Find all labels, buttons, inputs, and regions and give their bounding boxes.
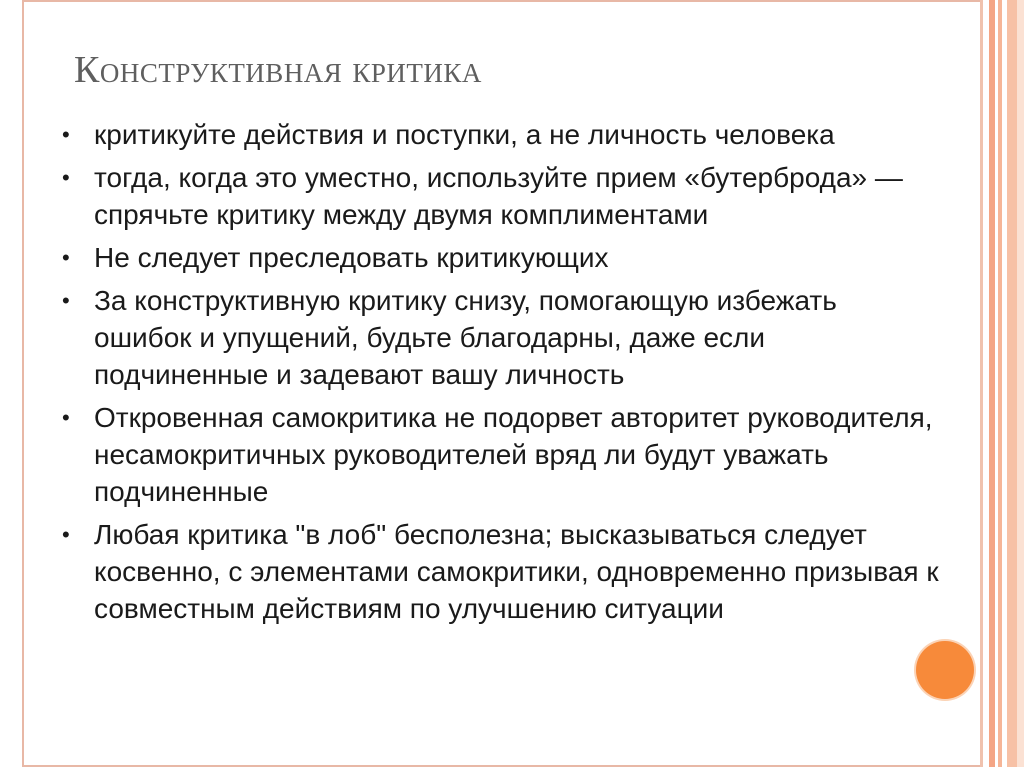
frame-top-line: [24, 0, 980, 2]
bullet-text: Любая критика "в лоб" бесполезна; высказываться следует косвенно, с элементами самокритики, одновременно призывая к совместным действиям по улучшению ситуации: [94, 519, 939, 624]
bullet-text: критикуйте действия и поступки, а не личность человека: [94, 119, 835, 150]
decorative-circle-icon: [916, 641, 974, 699]
bullet-item: [62, 516, 942, 627]
bullet-dot-icon: •: [62, 405, 70, 430]
bullet-item: [62, 239, 942, 276]
bullet-text: Откровенная самокритика не подорвет авторитет руководителя, несамокритичных руководителей вряд ли будут уважать подчиненные: [94, 402, 933, 507]
bullet-text: За конструктивную критику снизу, помогающую избежать ошибок и упущений, будьте благодарны, даже если подчиненные и задевают вашу личность: [94, 285, 837, 390]
slide-title: Конструктивная критика: [74, 49, 482, 91]
bullet-item: [62, 116, 942, 153]
right-border-stripe: [1007, 0, 1017, 767]
bullet-item: [62, 282, 942, 393]
bullet-dot-icon: •: [62, 522, 70, 547]
bullet-text: Не следует преследовать критикующих: [94, 242, 609, 273]
bullet-item: [62, 399, 942, 510]
bullet-dot-icon: •: [62, 245, 70, 270]
bullet-list: [62, 116, 942, 633]
bullet-dot-icon: •: [62, 288, 70, 313]
bullet-dot-icon: •: [62, 165, 70, 190]
frame-left-line: [22, 0, 24, 767]
bullet-dot-icon: •: [62, 122, 70, 147]
bullet-text: тогда, когда это уместно, используйте прием «бутерброда» — спрячьте критику между двумя комплиментами: [94, 162, 903, 230]
right-border-stripe: [1017, 0, 1024, 767]
bullet-item: [62, 159, 942, 233]
